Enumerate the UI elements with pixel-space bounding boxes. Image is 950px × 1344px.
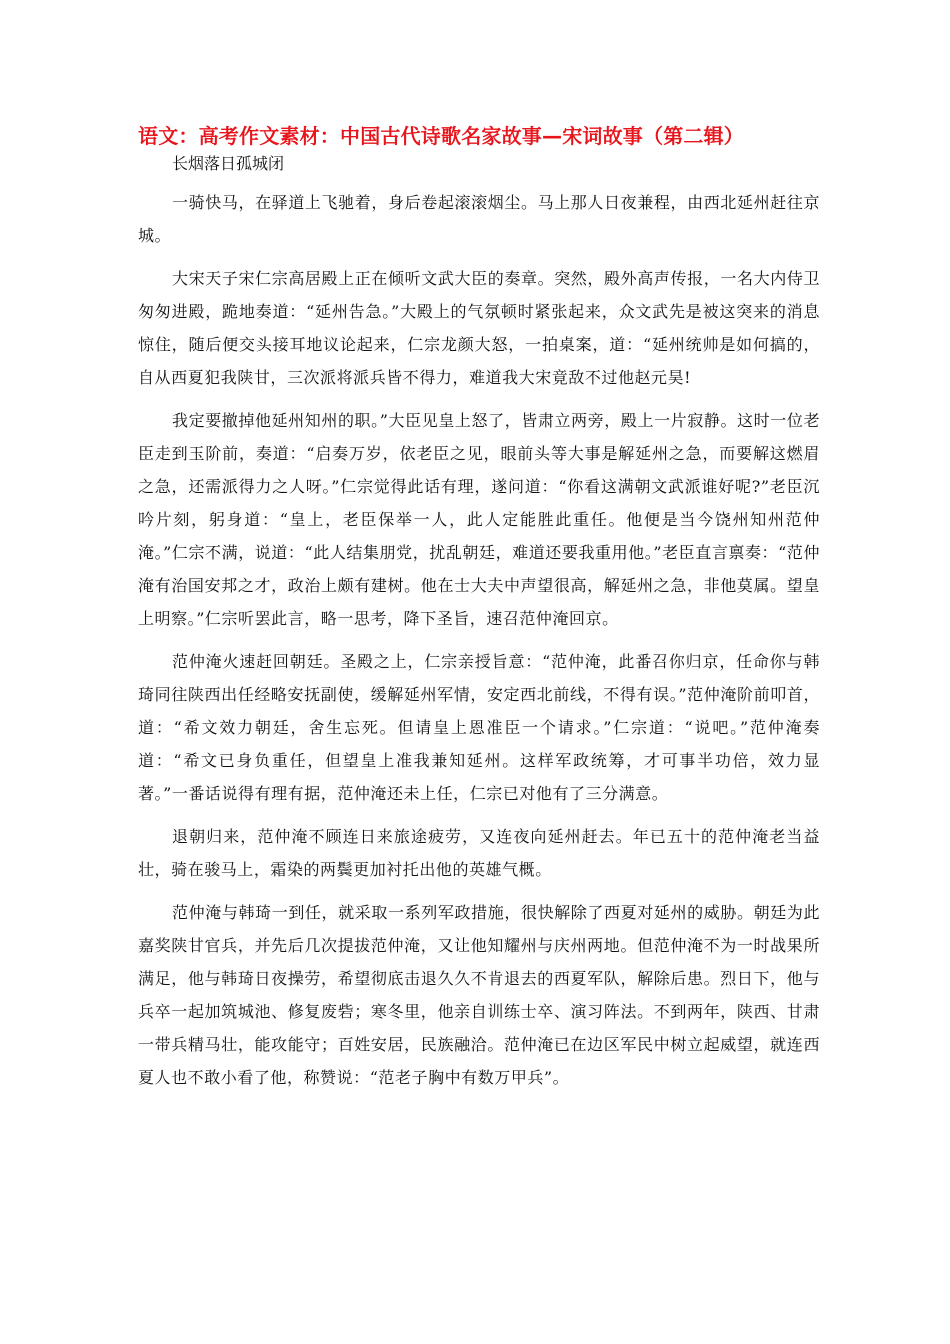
document-body <box>138 120 820 1094</box>
paragraph-2: 大宋天子宋仁宗高居殿上正在倾听文武大臣的奏章。突然，殿外高声传报，一名大内侍卫匆匆进殿，跪地奏道：“延州告急。”大殿上的气氛顿时紧张起来，众文武先是被这突来的消息惊住，随后便交头接耳地议论起来，仁宗龙颜大怒，一拍桌案，道：“延州统帅是如何搞的，自从西夏犯我陕甘，三次派将派兵皆不得力，难道我大宋竟敌不过他赵元昊! <box>138 269 820 387</box>
paragraph-1: 一骑快马，在驿道上飞驰着，身后卷起滚滚烟尘。马上那人日夜兼程，由西北延州赶往京城。 <box>138 193 820 245</box>
paragraph-4: 范仲淹火速赶回朝廷。圣殿之上，仁宗亲授旨意：“范仲淹，此番召你归京，任命你与韩琦同往陕西出任经略安抚副使，缓解延州军情，安定西北前线，不得有误。”范仲淹阶前叩首，道：“希文效力朝廷，舍生忘死。但请皇上恩准臣一个请求。”仁宗道：“说吧。”范仲淹奏道：“希文已身负重任，但望皇上准我兼知延州。这样军政统筹，才可事半功倍，效力显著。”一番话说得有理有据，范仲淹还未上任，仁宗已对他有了三分满意。 <box>138 652 820 803</box>
document-title: 语文：高考作文素材：中国古代诗歌名家故事—宋词故事（第二辑） <box>138 124 744 148</box>
paragraph-6: 范仲淹与韩琦一到任，就采取一系列军政措施，很快解除了西夏对延州的威胁。朝廷为此嘉奖陕甘官兵，并先后几次提拔范仲淹，又让他知耀州与庆州两地。但范仲淹不为一时战果所满足，他与韩琦日夜操劳，希望彻底击退久久不肯退去的西夏军队，解除后患。烈日下，他与兵卒一起加筑城池、修复废砦；寒冬里，他亲自训练士卒、演习阵法。不到两年，陕西、甘肃一带兵精马壮，能攻能守；百姓安居，民族融洽。范仲淹已在边区军民中树立起威望，就连西夏人也不敢小看了他，称赞说：“范老子胸中有数万甲兵”。 <box>138 903 820 1087</box>
story-subtitle: 长烟落日孤城闭 <box>172 154 285 173</box>
paragraph-5: 退朝归来，范仲淹不顾连日来旅途疲劳，又连夜向延州赶去。年已五十的范仲淹老当益壮，骑在骏马上，霜染的两鬓更加衬托出他的英雄气概。 <box>138 827 820 879</box>
paragraph-3: 我定要撤掉他延州知州的职。”大臣见皇上怒了，皆肃立两旁，殿上一片寂静。这时一位老臣走到玉阶前，奏道：“启奏万岁，依老臣之见，眼前头等大事是解延州之急，而要解这燃眉之急，还需派得力之人呀。”仁宗觉得此话有理，遂问道：“你看这满朝文武派谁好呢?”老臣沉吟片刻，躬身道：“皇上，老臣保举一人，此人定能胜此重任。他便是当今饶州知州范仲淹。”仁宗不满，说道：“此人结集朋党，扰乱朝廷，难道还要我重用他。”老臣直言禀奏：“范仲淹有治国安邦之才，政治上颇有建树。他在士大夫中声望很高，解延州之急，非他莫属。望皇上明察。”仁宗听罢此言，略一思考，降下圣旨，速召范仲淹回京。 <box>138 411 820 628</box>
